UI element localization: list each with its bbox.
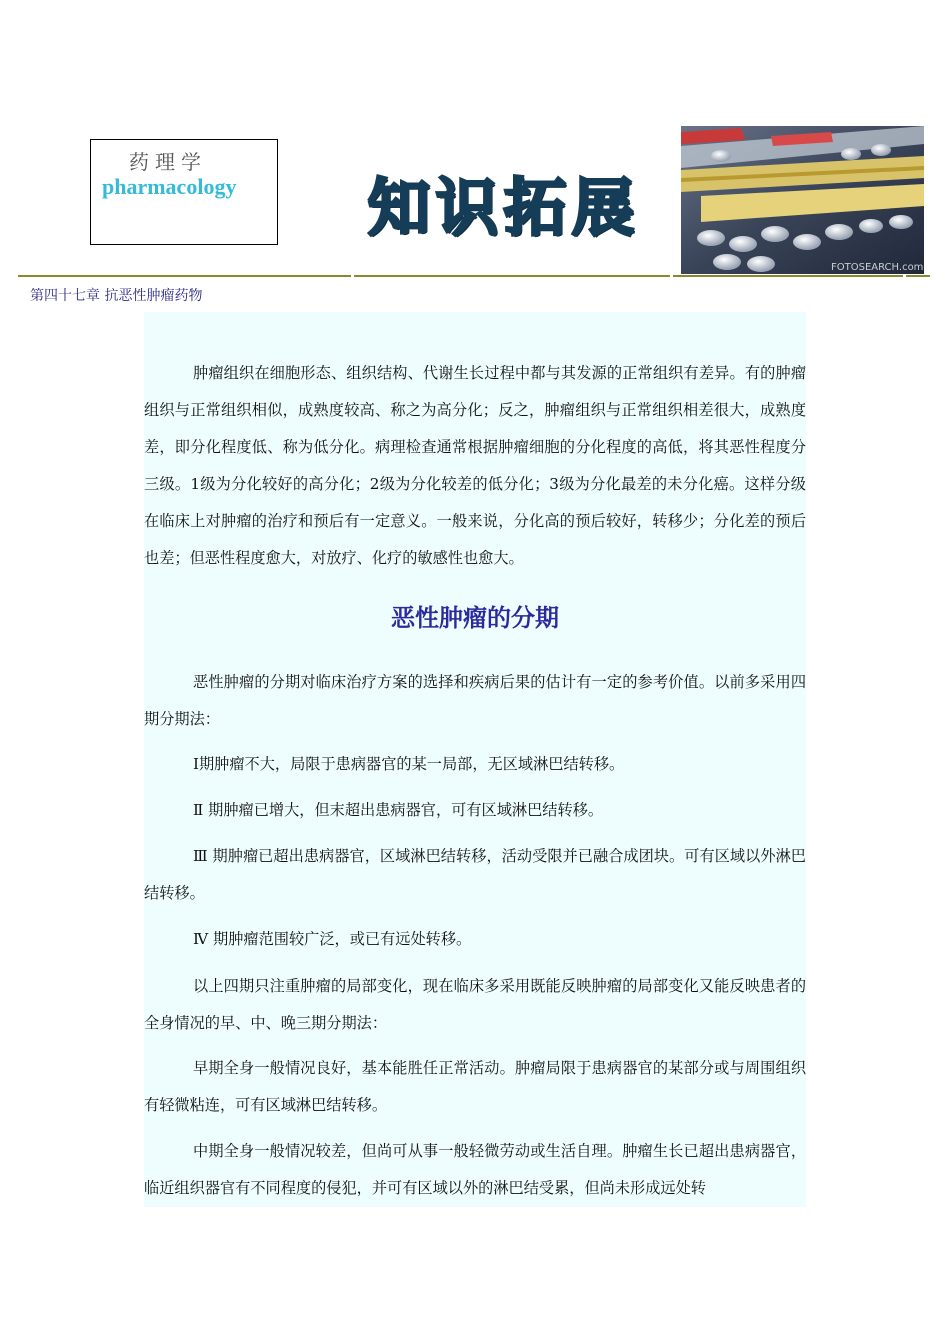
header-divider-middle xyxy=(354,275,670,277)
header-divider-right xyxy=(673,275,903,277)
header-divider-end xyxy=(906,275,930,277)
banner-title: 知识拓展 xyxy=(368,171,641,244)
pharmacology-logo-box xyxy=(90,139,278,245)
stage-1-paragraph: Ⅰ期肿瘤不大，局限于患病器官的某一局部，无区域淋巴结转移。 xyxy=(193,755,625,773)
staging-intro-paragraph: 恶性肿瘤的分期对临床治疗方案的选择和疾病后果的估计有一定的参考价值。以前多采用四期分期法： xyxy=(144,673,806,728)
article-content xyxy=(144,312,806,1207)
stage-4-paragraph: Ⅳ 期肿瘤范围较广泛，或已有远处转移。 xyxy=(193,930,472,948)
pill-packs-photo xyxy=(681,126,924,274)
intro-paragraph: 肿瘤组织在细胞形态、组织结构、代谢生长过程中都与其发源的正常组织有差异。有的肿瘤组织与正常组织相似，成熟度较高、称之为高分化；反之，肿瘤组织与正常组织相差很大，成熟度差，即分化程度低、称为低分化。病理检查通常根据肿瘤细胞的分化程度的高低，将其恶性程度分三级。1级为分化较好的高分化；2级为分化较差的低分化；3级为分化最差的未分化癌。这样分级在临床上对肿瘤的治疗和预后有一定意义。一般来说，分化高的预后较好，转移少；分化差的预后也差；但恶性程度愈大，对放疗、化疗的敏感性也愈大。 xyxy=(144,364,806,567)
logo-chinese-text: 药理学 xyxy=(129,150,207,174)
stage-2-paragraph: Ⅱ 期肿瘤已增大，但末超出患病器官，可有区域淋巴结转移。 xyxy=(193,801,604,819)
photo-watermark: FOTOSEARCH.com xyxy=(831,262,924,273)
header-divider-left xyxy=(18,275,351,277)
three-stage-intro-paragraph: 以上四期只注重肿瘤的局部变化，现在临床多采用既能反映肿瘤的局部变化又能反映患者的全身情况的早、中、晚三期分期法： xyxy=(144,977,806,1032)
early-stage-paragraph: 早期全身一般情况良好，基本能胜任正常活动。肿瘤局限于患病器官的某部分或与周围组织有轻微粘连，可有区域淋巴结转移。 xyxy=(144,1059,806,1114)
stage-3-paragraph: Ⅲ 期肿瘤已超出患病器官，区域淋巴结转移，活动受限并已融合成团块。可有区域以外淋巴结转移。 xyxy=(144,847,806,902)
section-heading: 恶性肿瘤的分期 xyxy=(391,604,559,632)
chapter-title: 第四十七章 抗恶性肿瘤药物 xyxy=(30,288,203,304)
middle-stage-paragraph: 中期全身一般情况较差，但尚可从事一般轻微劳动或生活自理。肿瘤生长已超出患病器官，临近组织器官有不同程度的侵犯，并可有区域以外的淋巴结受累，但尚未形成远处转 xyxy=(144,1142,806,1197)
logo-english-text: pharmacology xyxy=(102,174,237,199)
